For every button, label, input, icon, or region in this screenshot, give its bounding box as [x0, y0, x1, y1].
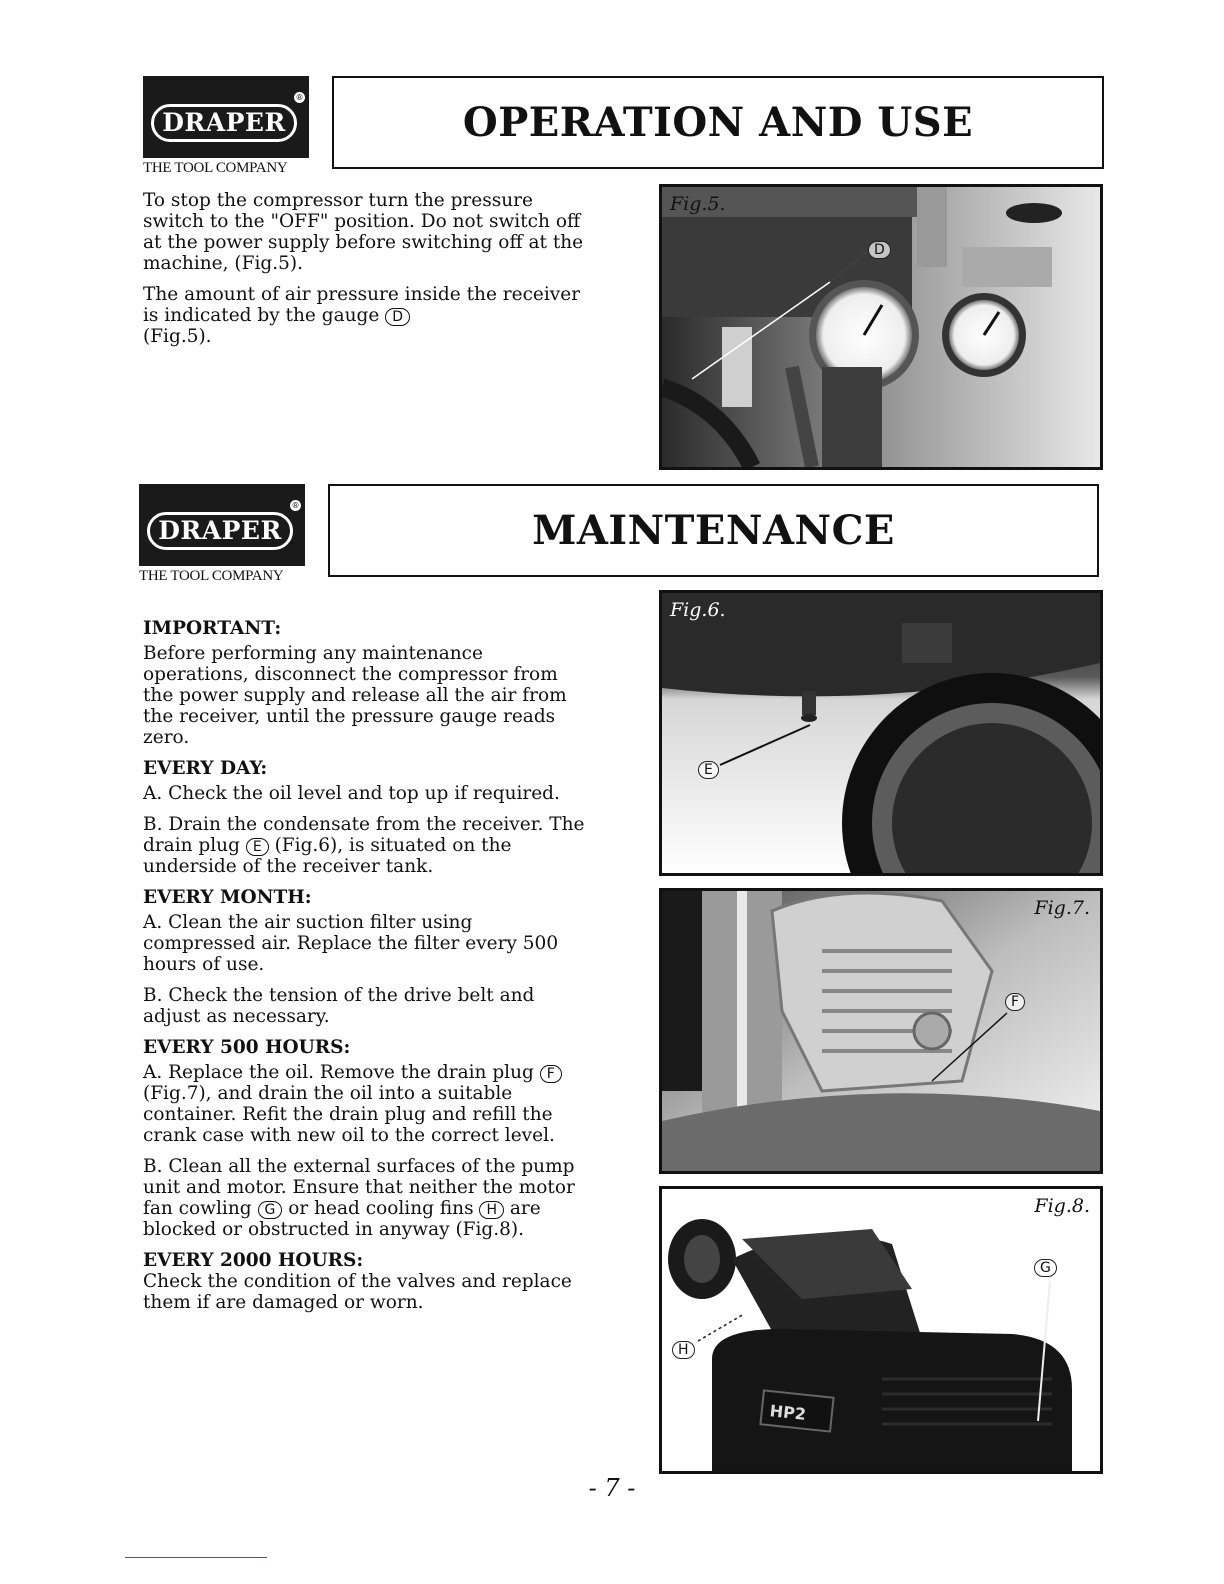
fig8-nameplate: HP2 [768, 1401, 807, 1424]
page-number: - 7 - [588, 1474, 636, 1502]
fig8-callout-g: G [1034, 1259, 1057, 1277]
every-2000-heading: EVERY 2000 HOURS: [143, 1250, 364, 1271]
fig5-photo [662, 187, 1100, 467]
every-500-heading: EVERY 500 HOURS: [143, 1037, 351, 1058]
figure-5 [659, 184, 1103, 470]
gauge-paragraph: The amount of air pressure inside the receiver is indicated by the gauge D (Fig.5). [143, 284, 581, 347]
every-month-a: A. Clean the air suction filter using compressed air. Replace the filter every 500 hours of use. [143, 912, 559, 975]
footer-rule [125, 1557, 267, 1558]
registered-mark-2: ® [291, 501, 300, 510]
draper-logo [143, 76, 309, 176]
every-month-b: B. Check the tension of the drive belt and adjust as necessary. [143, 985, 535, 1027]
fig6-photo [662, 593, 1100, 873]
figure-8 [659, 1186, 1103, 1474]
logo-text: DRAPER [151, 104, 297, 142]
label-e: E [246, 838, 269, 856]
fig7-photo [662, 891, 1100, 1171]
every-2000-text: Check the condition of the valves and replace them if are damaged or worn. [143, 1271, 572, 1313]
draper-logo-2 [139, 484, 305, 584]
fig7-callout-f: F [1005, 993, 1025, 1011]
important-text: Before performing any maintenance operations, disconnect the compressor from the power supply and release all the air from the receiver, until the pressure gauge reads zero. [143, 643, 567, 748]
fig5-caption: Fig.5. [670, 193, 726, 215]
every-500-b: B. Clean all the external surfaces of the pump unit and motor. Ensure that neither the motor fan cowling G or head cooling fins H are blocked or obstructed in anyway (Fig.8). [143, 1156, 575, 1240]
every-500-a: A. Replace the oil. Remove the drain plug F (Fig.7), and drain the oil into a suitable container. Refit the drain plug and refill the crank case with new oil to the correct level. [143, 1062, 588, 1146]
fig6-caption: Fig.6. [670, 599, 726, 621]
section-title-text-2: MAINTENANCE [532, 507, 895, 554]
operation-text [143, 190, 588, 357]
fig8-caption: Fig.8. [1034, 1195, 1090, 1217]
figure-7 [659, 888, 1103, 1174]
label-g: G [258, 1201, 283, 1219]
stop-paragraph: To stop the compressor turn the pressure switch to the "OFF" position. Do not switch off at the power supply before switching off at the machine, (Fig.5). [143, 190, 584, 274]
label-f: F [540, 1065, 562, 1083]
maintenance-text [143, 610, 588, 1323]
important-heading: IMPORTANT: [143, 618, 282, 639]
every-day-a: A. Check the oil level and top up if required. [143, 783, 560, 804]
fig8-photo [662, 1189, 1100, 1471]
logo-text-2: DRAPER [147, 512, 293, 550]
fig8-callout-h: H [672, 1341, 695, 1359]
registered-mark: ® [295, 93, 304, 102]
every-month-heading: EVERY MONTH: [143, 887, 312, 908]
figure-6 [659, 590, 1103, 876]
label-d: D [385, 308, 410, 326]
fig5-callout-d: D [868, 241, 891, 259]
fig7-caption: Fig.7. [1034, 897, 1090, 919]
section-title-maintenance [328, 484, 1099, 577]
every-day-b: B. Drain the condensate from the receiver. The drain plug E (Fig.6), is situated on the underside of the receiver tank. [143, 814, 585, 877]
section-title-operation [332, 76, 1104, 169]
logo-tagline: THE TOOL COMPANY [143, 160, 288, 176]
every-day-heading: EVERY DAY: [143, 758, 268, 779]
logo-tagline-2: THE TOOL COMPANY [139, 568, 284, 584]
fig6-callout-e: E [698, 761, 719, 779]
section-title-text: OPERATION AND USE [462, 99, 974, 146]
label-h: H [479, 1201, 504, 1219]
